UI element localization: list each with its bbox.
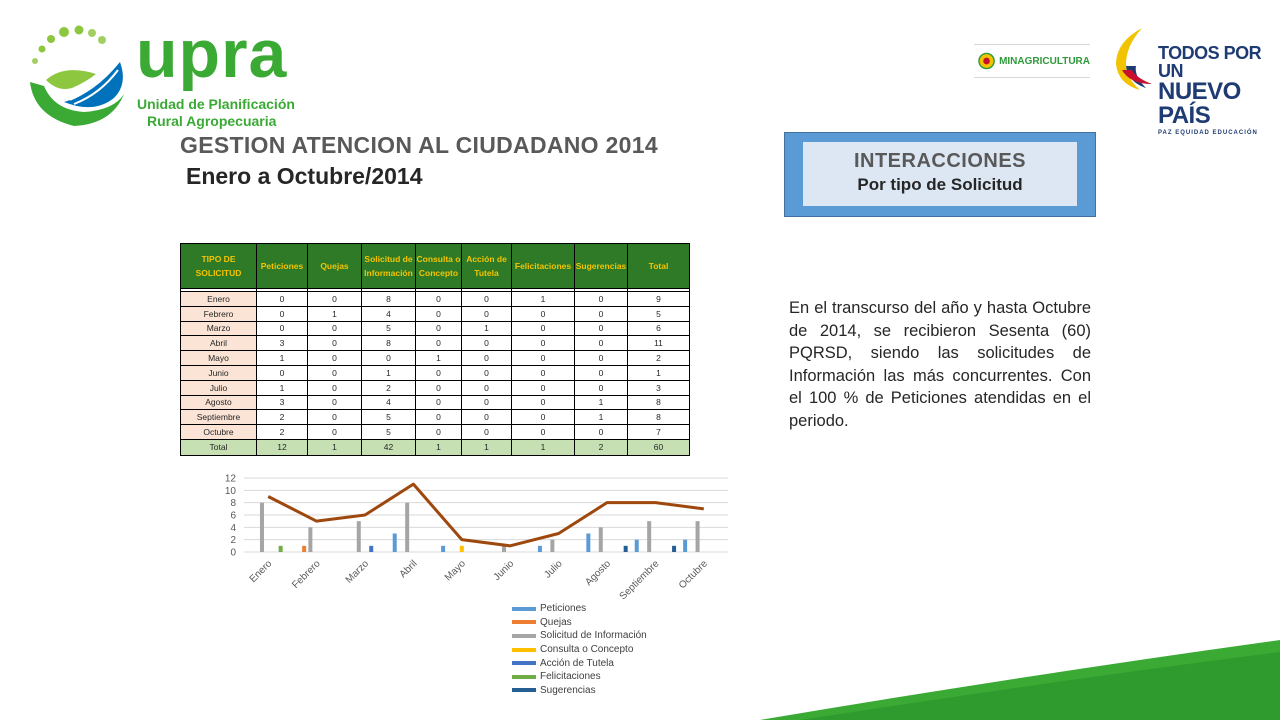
x-tick-label: Octubre [676,558,710,592]
table-cell: 0 [512,365,575,380]
summary-paragraph: En el transcurso del año y hasta Octubre de 2014, se recibieron Sesenta (60) PQRSD, siendo las solicitudes de Información las más concurrentes. Con el 100 % de Peticiones atendidas en el periodo. [789,299,1091,430]
table-cell: 8 [628,395,690,410]
x-tick-label: Junio [491,558,517,584]
decorative-swoosh [760,636,1280,720]
table-cell: 0 [575,292,628,307]
table-cell: 0 [575,306,628,321]
table-cell: 8 [362,336,416,351]
upra-logo-icon [24,24,134,132]
table-cell: 0 [512,351,575,366]
table-cell: 0 [575,380,628,395]
table-cell: 0 [462,351,512,366]
table-row [181,425,690,440]
legend-item [512,616,647,630]
table-total-cell: 12 [257,439,308,455]
table-total-cell: 2 [575,439,628,455]
bar [441,546,445,552]
table-cell: 0 [462,425,512,440]
table-cell: 0 [416,365,462,380]
table-cell: 0 [462,380,512,395]
table-header-cell: Quejas [308,244,362,289]
table-header-cell: Acción de Tutela [462,244,512,289]
legend-item [512,670,647,684]
table-cell: 0 [308,365,362,380]
table-cell: 0 [462,306,512,321]
table-cell: 1 [416,351,462,366]
table-header-row [181,244,690,289]
table-cell: 0 [462,410,512,425]
x-tick-label: Mayo [442,558,468,584]
bar [302,546,306,552]
bar [308,527,312,552]
interacciones-subheading: Por tipo de Solicitud [857,175,1023,194]
table-row [181,306,690,321]
table-cell: 6 [628,321,690,336]
solicitudes-chart [200,470,740,705]
table-cell: 0 [416,306,462,321]
bar [683,540,687,552]
table-cell: 0 [416,321,462,336]
page-title: GESTION ATENCION AL CIUDADANO 2014 [180,132,658,158]
table-month-cell: Abril [181,336,257,351]
bar [624,546,628,552]
table-total-cell: 60 [628,439,690,455]
table-cell: 1 [575,395,628,410]
tpu-line3: PAZ EQUIDAD EDUCACIÓN [1158,130,1258,136]
legend-swatch [512,607,536,611]
x-tick-label: Enero [247,558,275,585]
table-row [181,336,690,351]
table-month-cell: Junio [181,365,257,380]
table-cell: 0 [416,395,462,410]
table-cell: 0 [575,321,628,336]
tpu-line2: NUEVO PAÍS [1158,78,1241,129]
upra-logo-wordmark: upra [136,16,288,92]
legend-label: Quejas [540,616,572,628]
table-cell: 0 [308,321,362,336]
table-cell: 9 [628,292,690,307]
legend-label: Solicitud de Información [540,630,647,642]
table-month-cell: Enero [181,292,257,307]
table-row [181,292,690,307]
bar [405,503,409,552]
y-tick-label: 0 [230,547,236,559]
table-cell: 0 [416,292,462,307]
table-row [181,395,690,410]
y-tick-label: 12 [224,473,236,485]
table-cell: 0 [308,336,362,351]
bar [260,503,264,552]
table-cell: 11 [628,336,690,351]
legend-item [512,643,647,657]
table-cell: 0 [416,380,462,395]
table-cell: 0 [462,336,512,351]
table-cell: 8 [628,410,690,425]
table-cell: 0 [416,425,462,440]
table-cell: 1 [628,365,690,380]
table-cell: 0 [308,410,362,425]
bar [460,546,464,552]
table-cell: 0 [575,336,628,351]
table-cell: 0 [512,410,575,425]
x-tick-label: Marzo [343,558,372,586]
legend-label: Peticiones [540,603,587,615]
todos-por-un-nuevo-pais-logo [1158,44,1280,136]
table-total-cell: Total [181,439,257,455]
table-month-cell: Mayo [181,351,257,366]
bar [393,534,397,553]
table-cell: 4 [362,395,416,410]
table-cell: 5 [628,306,690,321]
bar [599,527,603,552]
table-month-cell: Septiembre [181,410,257,425]
table-cell: 3 [257,336,308,351]
table-cell: 3 [628,380,690,395]
legend-label: Sugerencias [540,684,596,696]
table-cell: 1 [575,410,628,425]
legend-label: Felicitaciones [540,671,601,683]
bar [357,521,361,552]
bar [696,521,700,552]
solicitudes-table [180,243,690,456]
y-tick-label: 4 [230,522,236,534]
table-total-cell: 1 [462,439,512,455]
legend-item [512,602,647,616]
legend-item [512,656,647,670]
table-cell: 5 [362,425,416,440]
table-header-cell: Consulta o Concepto [416,244,462,289]
table-header-cell: Felicitaciones [512,244,575,289]
table-cell: 4 [362,306,416,321]
table-cell: 0 [257,321,308,336]
table-cell: 0 [257,365,308,380]
table-total-cell: 1 [512,439,575,455]
table-cell: 0 [308,425,362,440]
table-cell: 1 [257,351,308,366]
table-row [181,351,690,366]
table-cell: 3 [257,395,308,410]
legend-swatch [512,675,536,679]
table-month-cell: Febrero [181,306,257,321]
bar [502,546,506,552]
interacciones-heading: INTERACCIONES [853,150,1027,172]
bar [369,546,373,552]
table-row [181,410,690,425]
table-row [181,321,690,336]
x-tick-label: Agosto [583,558,614,589]
table-cell: 8 [362,292,416,307]
x-tick-label: Febrero [290,558,323,591]
legend-swatch [512,620,536,624]
minagricultura-text: MINAGRICULTURA [999,55,1090,67]
todos-por-un-nuevo-pais-icon [1112,26,1158,92]
legend-swatch [512,661,536,665]
table-cell: 1 [257,380,308,395]
table-total-cell: 1 [416,439,462,455]
table-cell: 0 [512,336,575,351]
table-cell: 2 [257,410,308,425]
table-cell: 1 [462,321,512,336]
bar [279,546,283,552]
colombia-shield-icon [978,52,995,70]
table-cell: 0 [462,292,512,307]
table-cell: 0 [575,351,628,366]
interacciones-box [803,142,1077,206]
table-header-cell: Solicitud de Información [362,244,416,289]
table-cell: 0 [462,365,512,380]
y-tick-label: 8 [230,498,236,510]
chart-legend [512,602,647,697]
table-total-cell: 1 [308,439,362,455]
y-tick-label: 2 [230,535,236,547]
x-tick-label: Septiembre [617,558,662,603]
table-row [181,365,690,380]
y-tick-label: 10 [224,485,236,497]
table-header-cell: Peticiones [257,244,308,289]
table-month-cell: Marzo [181,321,257,336]
bar [647,521,651,552]
table-cell: 0 [512,306,575,321]
legend-item [512,629,647,643]
legend-swatch [512,634,536,638]
legend-item [512,684,647,698]
table-total-row [181,439,690,455]
minagricultura-logo [974,44,1090,78]
table-cell: 0 [512,380,575,395]
table-cell: 0 [257,292,308,307]
table-cell: 2 [628,351,690,366]
table-row [181,380,690,395]
table-cell: 0 [416,336,462,351]
y-tick-label: 6 [230,510,236,522]
x-tick-label: Julio [542,558,565,581]
table-cell: 0 [462,395,512,410]
table-month-cell: Agosto [181,395,257,410]
table-cell: 0 [416,410,462,425]
bar [586,534,590,553]
table-cell: 0 [575,365,628,380]
table-cell: 2 [362,380,416,395]
table-cell: 0 [512,425,575,440]
table-cell: 1 [308,306,362,321]
table-cell: 0 [575,425,628,440]
tpu-line1: TODOS POR UN [1158,43,1262,81]
bar [550,540,554,552]
table-month-cell: Julio [181,380,257,395]
legend-label: Consulta o Concepto [540,644,634,656]
x-tick-label: Abril [397,558,420,581]
table-cell: 0 [362,351,416,366]
legend-swatch [512,688,536,692]
upra-subtitle-line2: Rural Agropecuaria [147,113,277,129]
legend-swatch [512,648,536,652]
page-subtitle: Enero a Octubre/2014 [186,163,423,189]
upra-subtitle-line1: Unidad de Planificación [137,96,295,112]
table-cell: 5 [362,321,416,336]
table-cell: 0 [308,292,362,307]
table-cell: 0 [512,395,575,410]
table-header-cell: Sugerencias [575,244,628,289]
bar [672,546,676,552]
bar [635,540,639,552]
table-cell: 2 [257,425,308,440]
table-cell: 0 [308,395,362,410]
table-header-cell: TIPO DE SOLICITUD [181,244,257,289]
table-month-cell: Octubre [181,425,257,440]
table-total-cell: 42 [362,439,416,455]
upra-logo-subtitle [137,96,295,130]
table-cell: 7 [628,425,690,440]
legend-label: Acción de Tutela [540,657,614,669]
table-cell: 1 [512,292,575,307]
table-cell: 0 [308,351,362,366]
table-cell: 1 [362,365,416,380]
bar [538,546,542,552]
table-cell: 5 [362,410,416,425]
table-cell: 0 [308,380,362,395]
table-header-cell: Total [628,244,690,289]
table-cell: 0 [512,321,575,336]
table-cell: 0 [257,306,308,321]
